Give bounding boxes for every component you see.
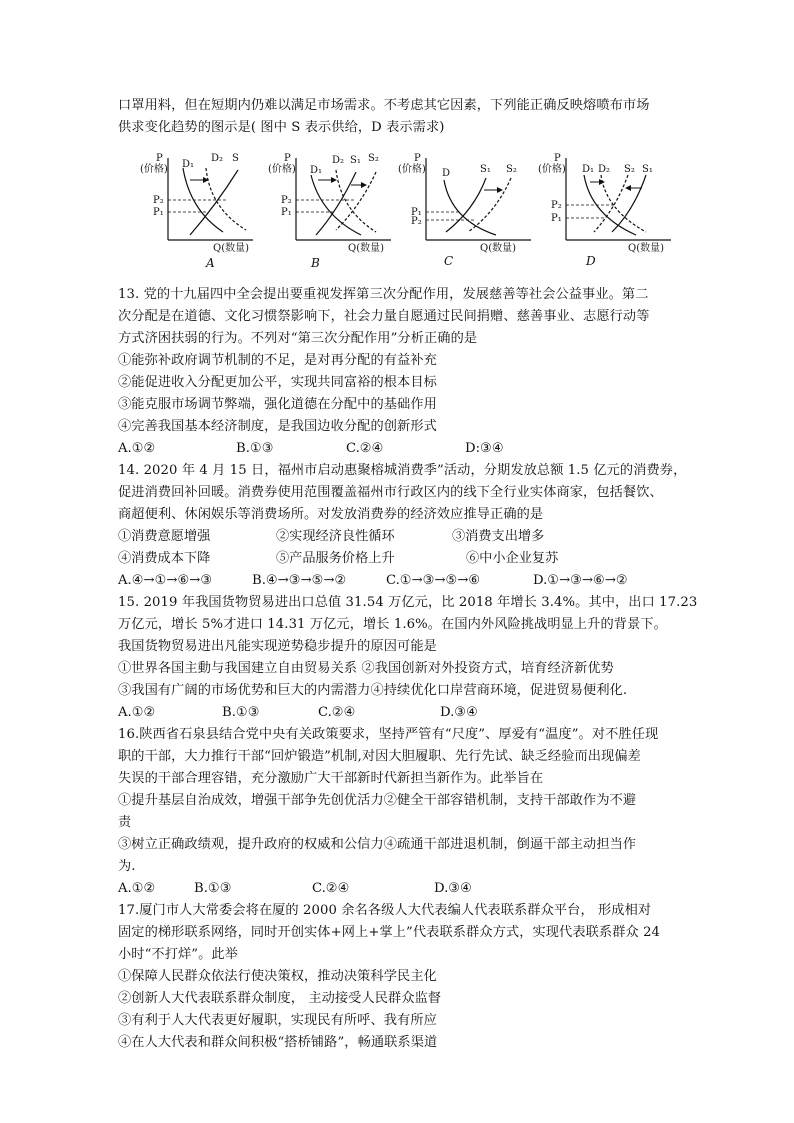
graph-a: P (价格) D₁ D₂ S P₂ P₁ Q(数量) A	[140, 153, 250, 270]
q14-option-a[interactable]: A.④→①→⑥→③	[118, 573, 213, 588]
q15-option-d[interactable]: D.③④	[440, 705, 478, 720]
q13-line-1: 13. 党的十九届四中全会提出要重视发挥第三次分配作用，发展慈善等社会公益事业。第二	[118, 287, 649, 302]
graph-d: P (价格) D₁ D₂ S₂ S₁ P₂ P₁ Q(数量) D	[538, 153, 665, 268]
q13-line-4: ①能弥补政府调节机制的不足，是对再分配的有益补充	[118, 353, 437, 368]
q14-item-3: ③消费支出增多	[452, 529, 545, 544]
q13-option-c[interactable]: C.②④	[346, 441, 384, 456]
q16-line-2: 职的干部，大力推行干部“回炉锻造”机制,对因大胆履职、先行先试、缺乏经验而出现偏差	[118, 749, 641, 764]
q16-line-5: 责	[118, 815, 132, 830]
q17-line-5: ②创新人大代表联系群众制度， 主动接受人民群众监督	[118, 991, 442, 1006]
q17-line-4: ①保障人民群众依法行使决策权，推动决策科学民主化	[118, 969, 437, 984]
q14-line-1: 14. 2020 年 4 月 15 日，福州市启动惠聚榕城消费季”活动，分期发放总额 1.5 亿元的消费券，	[118, 463, 687, 478]
graph-b: P (价格) D₁ D₂ S₁ S₂ P₂ P₁ Q(数量) B	[268, 153, 385, 270]
q15-option-b[interactable]: B.①③	[222, 705, 260, 720]
q14-item-1: ①消费意愿增强	[118, 529, 211, 544]
q14-option-d[interactable]: D.①→③→⑥→②	[533, 573, 628, 588]
q16-line-4: ①提升基层自治成效，增强干部争先创优活力②健全干部容错机制，支持干部敢作为不避	[118, 793, 637, 808]
q16-line-3: 失误的干部合理容错，充分激励广大干部新时代新担当新作为。此举旨在	[118, 771, 544, 786]
q16-line-6: ③树立正确政绩观，提升政府的权威和公信力④疏通干部进退机制，倒逼干部主动担当作	[118, 837, 637, 852]
q17-line-3: 小时“不打烊”。此举	[118, 947, 238, 962]
supply-demand-graphs	[118, 150, 678, 275]
q13-option-b[interactable]: B.①③	[236, 441, 274, 456]
q14-item-2: ②实现经济良性循环	[276, 529, 395, 544]
q14-item-6: ⑥中小企业复苏	[466, 551, 559, 566]
q16-line-7: 为.	[118, 859, 136, 874]
q16-line-1: 16.陕西省石泉县结合党中央有关政策要求，坚持严管有“尺度”、厚爱有“温度”。对不胜任现	[118, 727, 659, 742]
q15-line-3: 我国货物贸易进出凡能实现逆势稳步提升的原因可能是	[118, 639, 437, 654]
q17-line-6: ③有利于人大代表更好履职，实现民有所呼、我有所应	[118, 1013, 437, 1028]
q14-line-2: 促进消费回补回暖。消费券使用范围覆盖福州市行政区内的线下全行业实体商家，包括餐饮、	[118, 485, 663, 500]
q15-line-4: ①世界各国主動与我国建立自由贸易关系 ②我国创新对外投资方式，培育经济新优势	[118, 661, 614, 676]
q15-option-a[interactable]: A.①②	[118, 705, 156, 720]
q12-line-1: 口罩用料，但在短期内仍难以满足市场需求。不考虑其它因素，下列能正确反映熔喷布市场	[118, 98, 650, 113]
q14-option-b[interactable]: B.④→③→⑤→②	[252, 573, 347, 588]
q14-item-4: ④消费成本下降	[118, 551, 211, 566]
q17-line-2: 固定的梯形联系网络，同时开创实体+网上+掌上”代表联系群众方式，实现代表联系群众 24	[118, 925, 661, 940]
q14-item-5: ⑤产品服务价格上升	[276, 551, 395, 566]
q13-option-d[interactable]: D:③④	[465, 441, 504, 456]
q14-line-3: 商超便利、休闲娱乐等消费场所。对发放消费券的经济效应推导正确的是	[118, 507, 544, 522]
q15-option-c[interactable]: C.②④	[318, 705, 356, 720]
q17-line-7: ④在人大代表和群众间积极“搭桥铺路”，畅通联系渠道	[118, 1035, 438, 1050]
graph-c: P (价格) D S₁ S₂ P₁ P₂ Q(数量) C	[398, 153, 517, 268]
q16-option-b[interactable]: B.①③	[194, 881, 232, 896]
q13-option-a[interactable]: A.①②	[118, 441, 156, 456]
q13-line-2: 次分配是在道德、文化习惯祭影响下，社会力量自愿通过民间捐赠、慈善事业、志愿行动等	[118, 309, 650, 324]
q13-line-3: 方式济困扶弱的行为。不列对“第三次分配作用”分析正确的是	[118, 331, 478, 346]
q13-line-6: ③能克服市场调节弊端，强化道德在分配中的基础作用	[118, 397, 437, 412]
q16-option-a[interactable]: A.①②	[118, 881, 156, 896]
q13-line-5: ②能促进收入分配更加公平，实现共同富裕的根本目标	[118, 375, 437, 390]
q14-option-c[interactable]: C.①→③→⑤→⑥	[386, 573, 481, 588]
q15-line-2: 万亿元，增长 5%才进口 14.31 万亿元，增长 1.6%。在国内外风险挑战明显上升的背景下。	[118, 617, 667, 632]
q13-line-7: ④完善我国基本经济制度，是我国边收分配的创新形式	[118, 419, 437, 434]
q16-option-c[interactable]: C.②④	[312, 881, 350, 896]
q16-option-d[interactable]: D.③④	[434, 881, 472, 896]
q17-line-1: 17.厦门市人大常委会将在厦的 2000 余名各级人大代表编人代表联系群众平台， 形成相对	[118, 903, 652, 918]
q15-line-5: ③我国有广阔的市场优势和巨大的内需潜力④持续优化口岸营商环境，促进贸易便利化.	[118, 683, 628, 698]
q12-line-2: 供求变化趋势的图示是( 图中 S 表示供给，D 表示需求)	[118, 120, 445, 135]
q15-line-1: 15. 2019 年我国货物贸易进出口总值 31.54 万亿元，比 2018 年增长 3.4%。其中，出口 17.23	[118, 595, 698, 610]
